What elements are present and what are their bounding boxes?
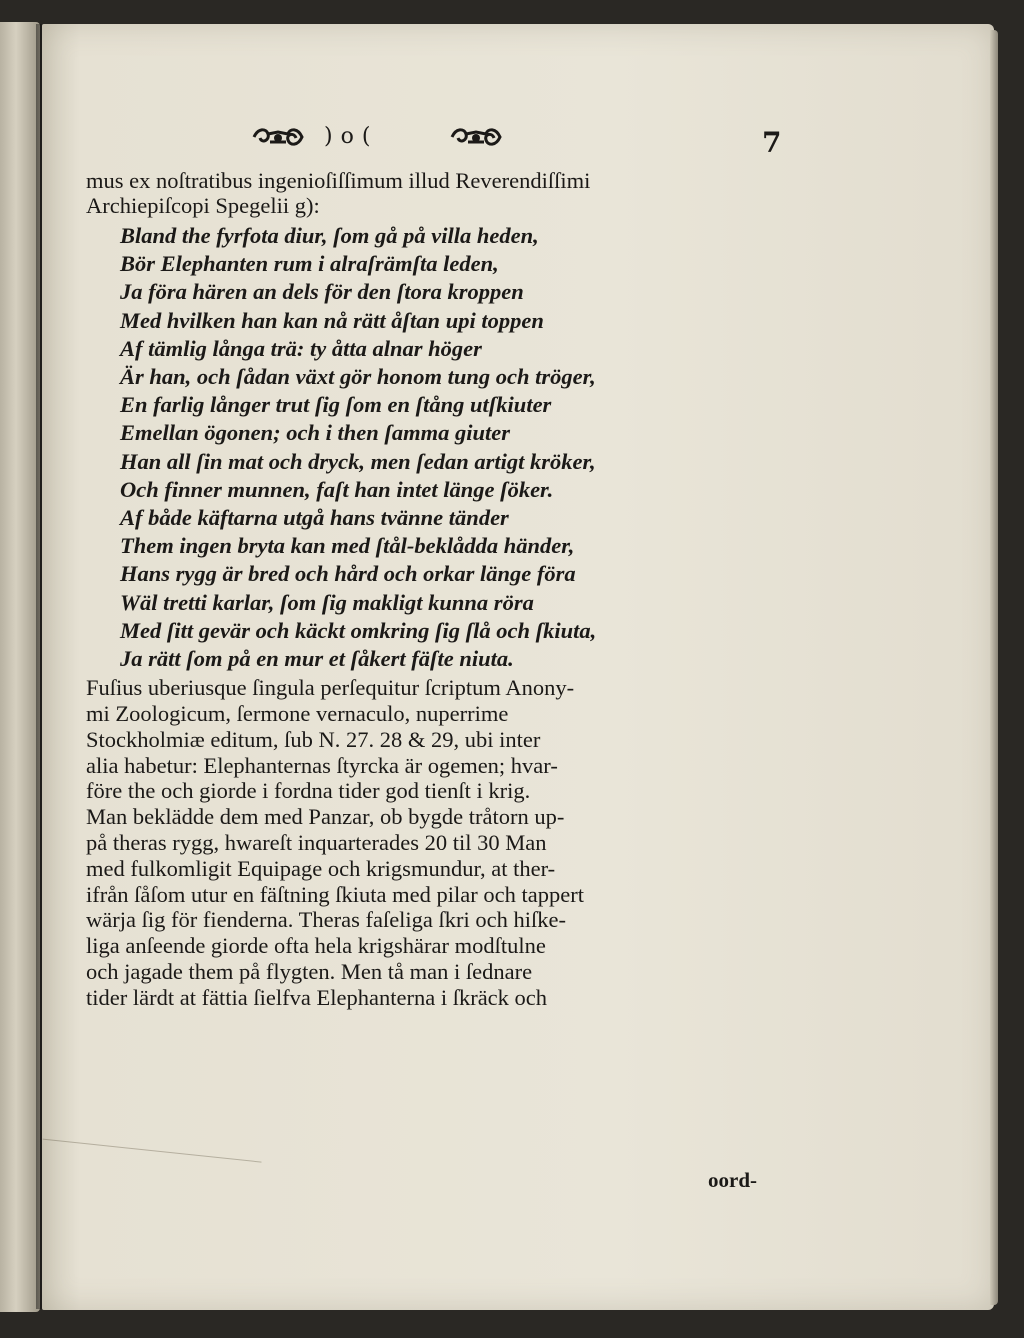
poem-line: Bör Elephanten rum i alraſrämſta leden, [120, 251, 499, 277]
page-body [86, 168, 766, 1011]
text-line: Stockholmiæ editum, ſub N. 27. 28 & 29, ubi inter [86, 726, 541, 752]
head-center-mark: )o( [324, 124, 379, 149]
poem-line: Ja föra hären an dels för den ſtora kroppen [120, 279, 524, 305]
poem-line: Wäl tretti karlar, ſom ſig makligt kunna röra [120, 589, 534, 615]
page-edge [990, 30, 998, 1305]
poem-line: En farlig långer trut ſig ſom en ſtång utſkiuter [120, 392, 552, 418]
text-line: före the och giorde i fordna tider god tienſt i krig. [86, 778, 531, 804]
text-line: mus ex noſtratibus ingenioſiſſimum illud Reverendiſſimi [86, 168, 591, 193]
text-line: alia habetur: Elephanternas ſtyrcka är ogemen; hvar- [86, 752, 558, 778]
text-line: ifrån ſåſom utur en fäſtning ſkiuta med pilar och tappert [86, 881, 584, 907]
fleuron-ornament-icon [250, 126, 306, 148]
poem-line: Hans rygg är bred och hård och orkar länge föra [120, 561, 576, 587]
text-line: mi Zoologicum, ſermone vernaculo, nuperrime [86, 701, 509, 727]
poem-line: Them ingen bryta kan med ſtål-beklådda händer, [120, 533, 575, 559]
poem-line: Med hvilken han kan nå rätt åſtan upi toppen [120, 307, 544, 333]
poem-line: Bland the fyrfota diur, ſom gå på villa heden, [120, 223, 539, 248]
poem-line: Ja rätt ſom på en mur et ſåkert fäſte niuta. [120, 646, 514, 672]
prose-paragraph [86, 675, 766, 1010]
text-line: med fulkomligit Equipage och krigsmundur, at ther- [86, 855, 556, 881]
text-line: på theras rygg, hwareſt inquarterades 20 til 30 Man [86, 830, 547, 856]
text-line: Fuſius uberiusque ſingula perſequitur ſcriptum Anony- [86, 675, 575, 701]
left-page-edge [0, 22, 40, 1312]
text-line: liga anſeende giorde ofta hela krigshärar modſtulne [86, 933, 546, 959]
poem [86, 222, 766, 673]
running-head [250, 124, 770, 158]
text-line: tider lärdt at fättia ſielfva Elephanterna i ſkräck och [86, 984, 548, 1010]
page-number: 7 [762, 126, 782, 159]
text-line: Man beklädde dem med Panzar, ob bygde tråtorn up- [86, 804, 565, 830]
fleuron-ornament-icon [448, 126, 504, 148]
text-line: wärja ſig för fienderna. Theras faſeliga ſkri och hiſke- [86, 907, 567, 933]
catchword: oord- [708, 1168, 757, 1192]
poem-line: Och finner munnen, faſt han intet länge ſöker. [120, 476, 554, 502]
text-line: och jagade them på flygten. Men tå man i ſednare [86, 959, 533, 985]
intro-text [86, 168, 766, 218]
text-line: Archiepiſcopi Spegelii g): [86, 193, 320, 218]
poem-line: Af tämlig långa trä: ty åtta alnar höger [120, 335, 482, 361]
poem-line: Emellan ögonen; och i then ſamma giuter [120, 420, 511, 446]
poem-line: Han all ſin mat och dryck, men ſedan artigt kröker, [120, 448, 596, 474]
poem-line: Af både käftarna utgå hans tvänne tänder [120, 505, 509, 531]
poem-line: Med ſitt gevär och käckt omkring ſig ſlå och ſkiuta, [120, 617, 597, 643]
poem-line: Är han, och ſådan växt gör honom tung och tröger, [120, 364, 596, 390]
